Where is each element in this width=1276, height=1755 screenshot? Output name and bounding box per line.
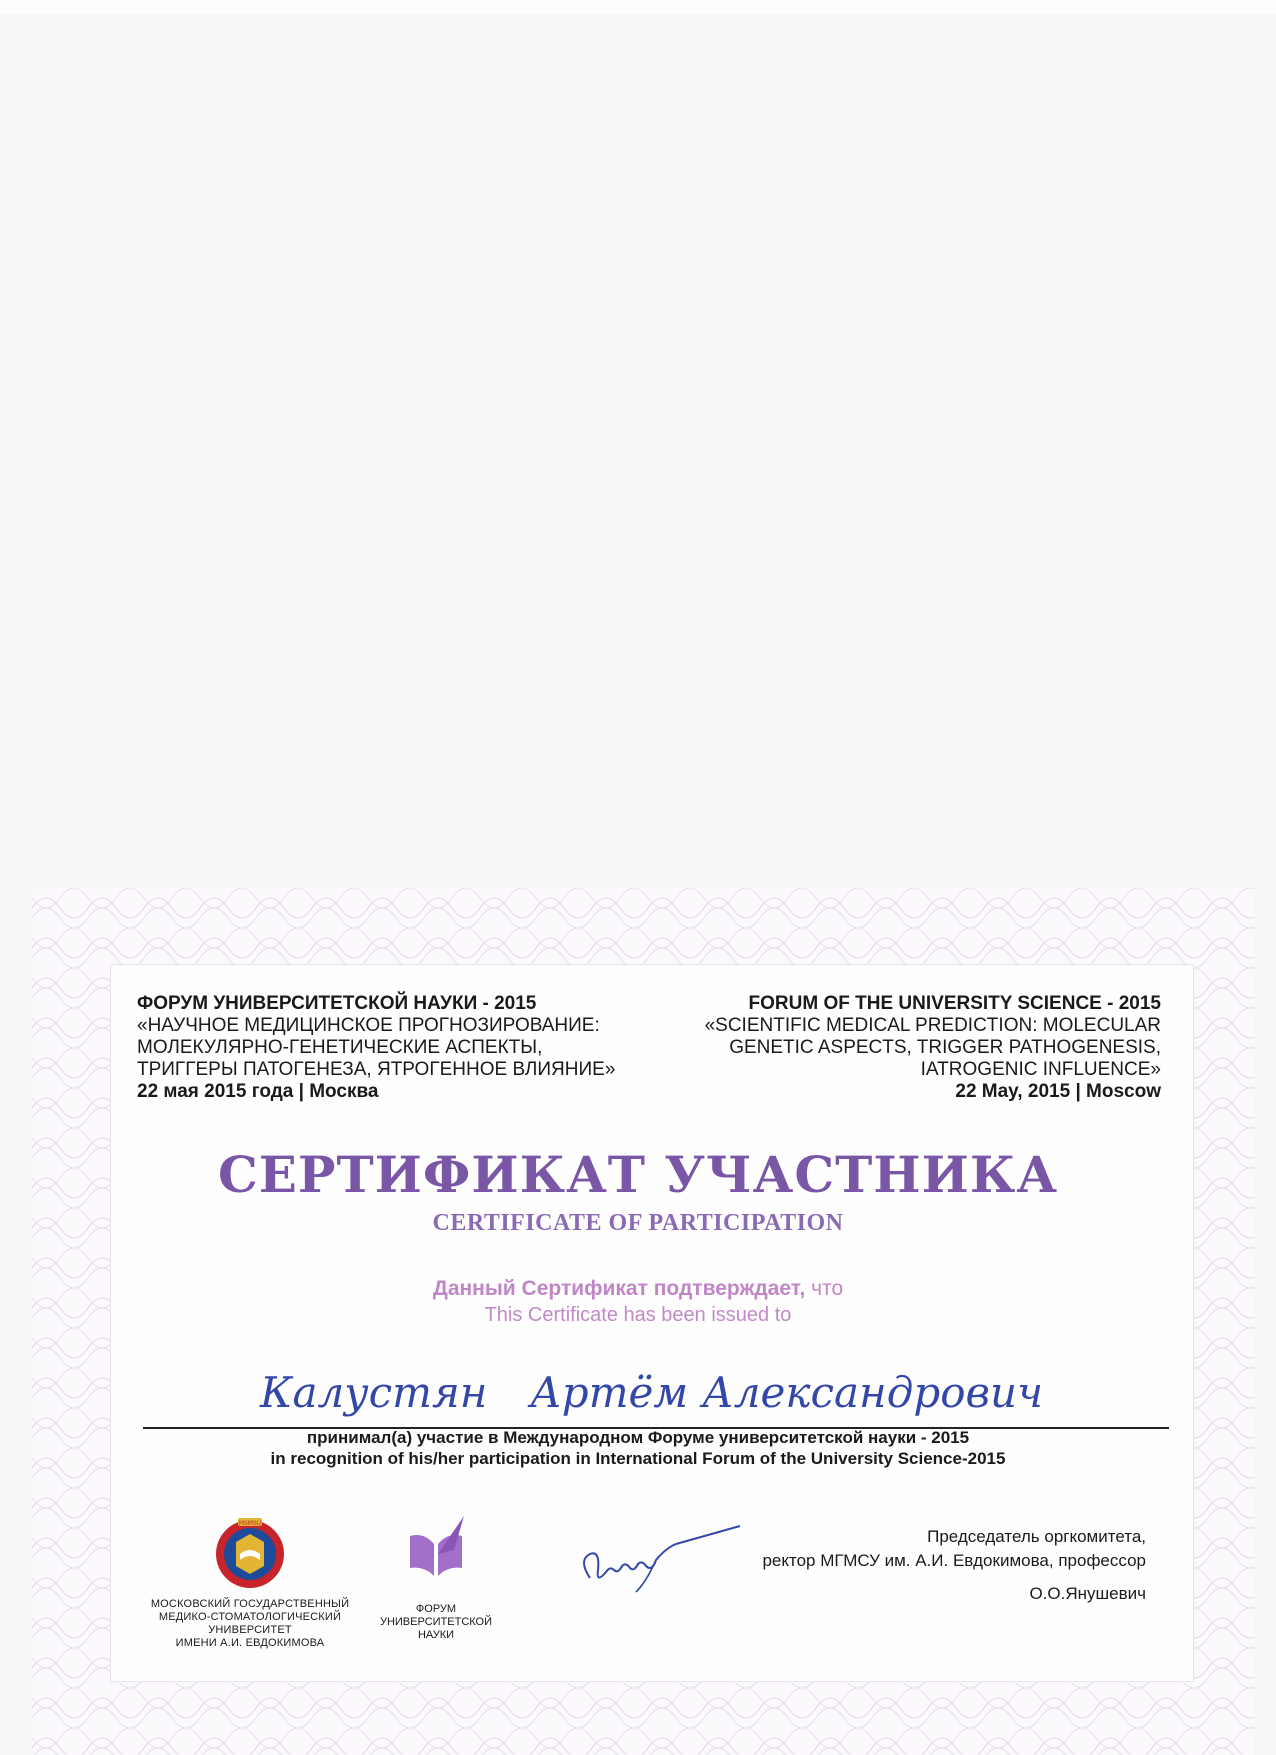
forum-name <box>372 1603 500 1642</box>
event-date-ru: 22 мая 2015 года | Москва <box>137 1081 379 1102</box>
event-theme-ru-line1: «НАУЧНОЕ МЕДИЦИНСКОЕ ПРОГНОЗИРОВАНИЕ: <box>137 1015 600 1036</box>
event-theme-ru-line2: МОЛЕКУЛЯРНО-ГЕНЕТИЧЕСКИЕ АСПЕКТЫ, <box>137 1037 543 1058</box>
handwritten-first-name: Артём <box>530 1368 689 1417</box>
event-theme-en-line2: GENETIC ASPECTS, TRIGGER PATHOGENESIS, <box>729 1037 1161 1058</box>
recognition-en: in recognition of his/her participation in International Forum of the University Science-2015 <box>270 1449 1006 1468</box>
issued-to-ru-light: что <box>805 1277 844 1300</box>
scan-top-edge <box>0 0 1276 14</box>
handwritten-surname: Калустян <box>260 1368 488 1417</box>
forum-name-line1: ФОРУМ <box>415 1603 457 1615</box>
signatory-role <box>626 1525 1146 1573</box>
emblem-lettering: MSMSU <box>238 1520 262 1527</box>
recognition-ru: принимал(а) участие в Международном Форуме университетской науки - 2015 <box>306 1428 970 1447</box>
issued-to-ru-bold: Данный Сертификат подтверждает, <box>432 1277 806 1300</box>
issued-to-ru <box>0 1277 1276 1301</box>
signatory-name: О.О.Янушевич <box>1029 1584 1146 1603</box>
university-name-line2: МЕДИКО-СТОМАТОЛОГИЧЕСКИЙ <box>158 1611 342 1623</box>
certificate-title-ru: СЕРТИФИКАТ УЧАСТНИКА <box>217 1145 1059 1204</box>
university-name-line3: УНИВЕРСИТЕТ <box>208 1624 292 1636</box>
forum-name-line3: НАУКИ <box>417 1629 455 1641</box>
signatory-role-line2: ректор МГМСУ им. А.И. Евдокимова, профессор <box>762 1551 1146 1570</box>
header-english <box>601 993 1161 1103</box>
handwritten-patronymic: Александрович <box>702 1368 1044 1417</box>
event-name-en: FORUM OF THE UNIVERSITY SCIENCE - 2015 <box>748 993 1161 1014</box>
event-theme-en-line1: «SCIENTIFIC MEDICAL PREDICTION: MOLECULAR <box>704 1015 1161 1036</box>
event-theme-en-line3: IATROGENIC INFLUENCE» <box>920 1059 1161 1080</box>
forum-logo-icon <box>404 1514 468 1584</box>
university-name <box>140 1598 360 1650</box>
issued-to-en: This Certificate has been issued to <box>484 1304 792 1326</box>
university-emblem-icon <box>212 1514 288 1590</box>
event-name-ru: ФОРУМ УНИВЕРСИТЕТСКОЙ НАУКИ - 2015 <box>137 993 537 1014</box>
event-theme-ru-line3: ТРИГГЕРЫ ПАТОГЕНЕЗА, ЯТРОГЕННОЕ ВЛИЯНИЕ» <box>137 1059 616 1080</box>
university-name-line1: МОСКОВСКИЙ ГОСУДАРСТВЕННЫЙ <box>150 1598 350 1610</box>
forum-name-line2: УНИВЕРСИТЕТСКОЙ <box>379 1616 493 1628</box>
university-name-line4: ИМЕНИ А.И. ЕВДОКИМОВА <box>175 1637 325 1649</box>
signatory-role-line1: Председатель оргкомитета, <box>927 1527 1146 1546</box>
handwritten-recipient-name <box>240 1345 1044 1435</box>
certificate-title-en: CERTIFICATE OF PARTICIPATION <box>432 1210 844 1236</box>
event-date-en: 22 May, 2015 | Moscow <box>955 1081 1161 1102</box>
